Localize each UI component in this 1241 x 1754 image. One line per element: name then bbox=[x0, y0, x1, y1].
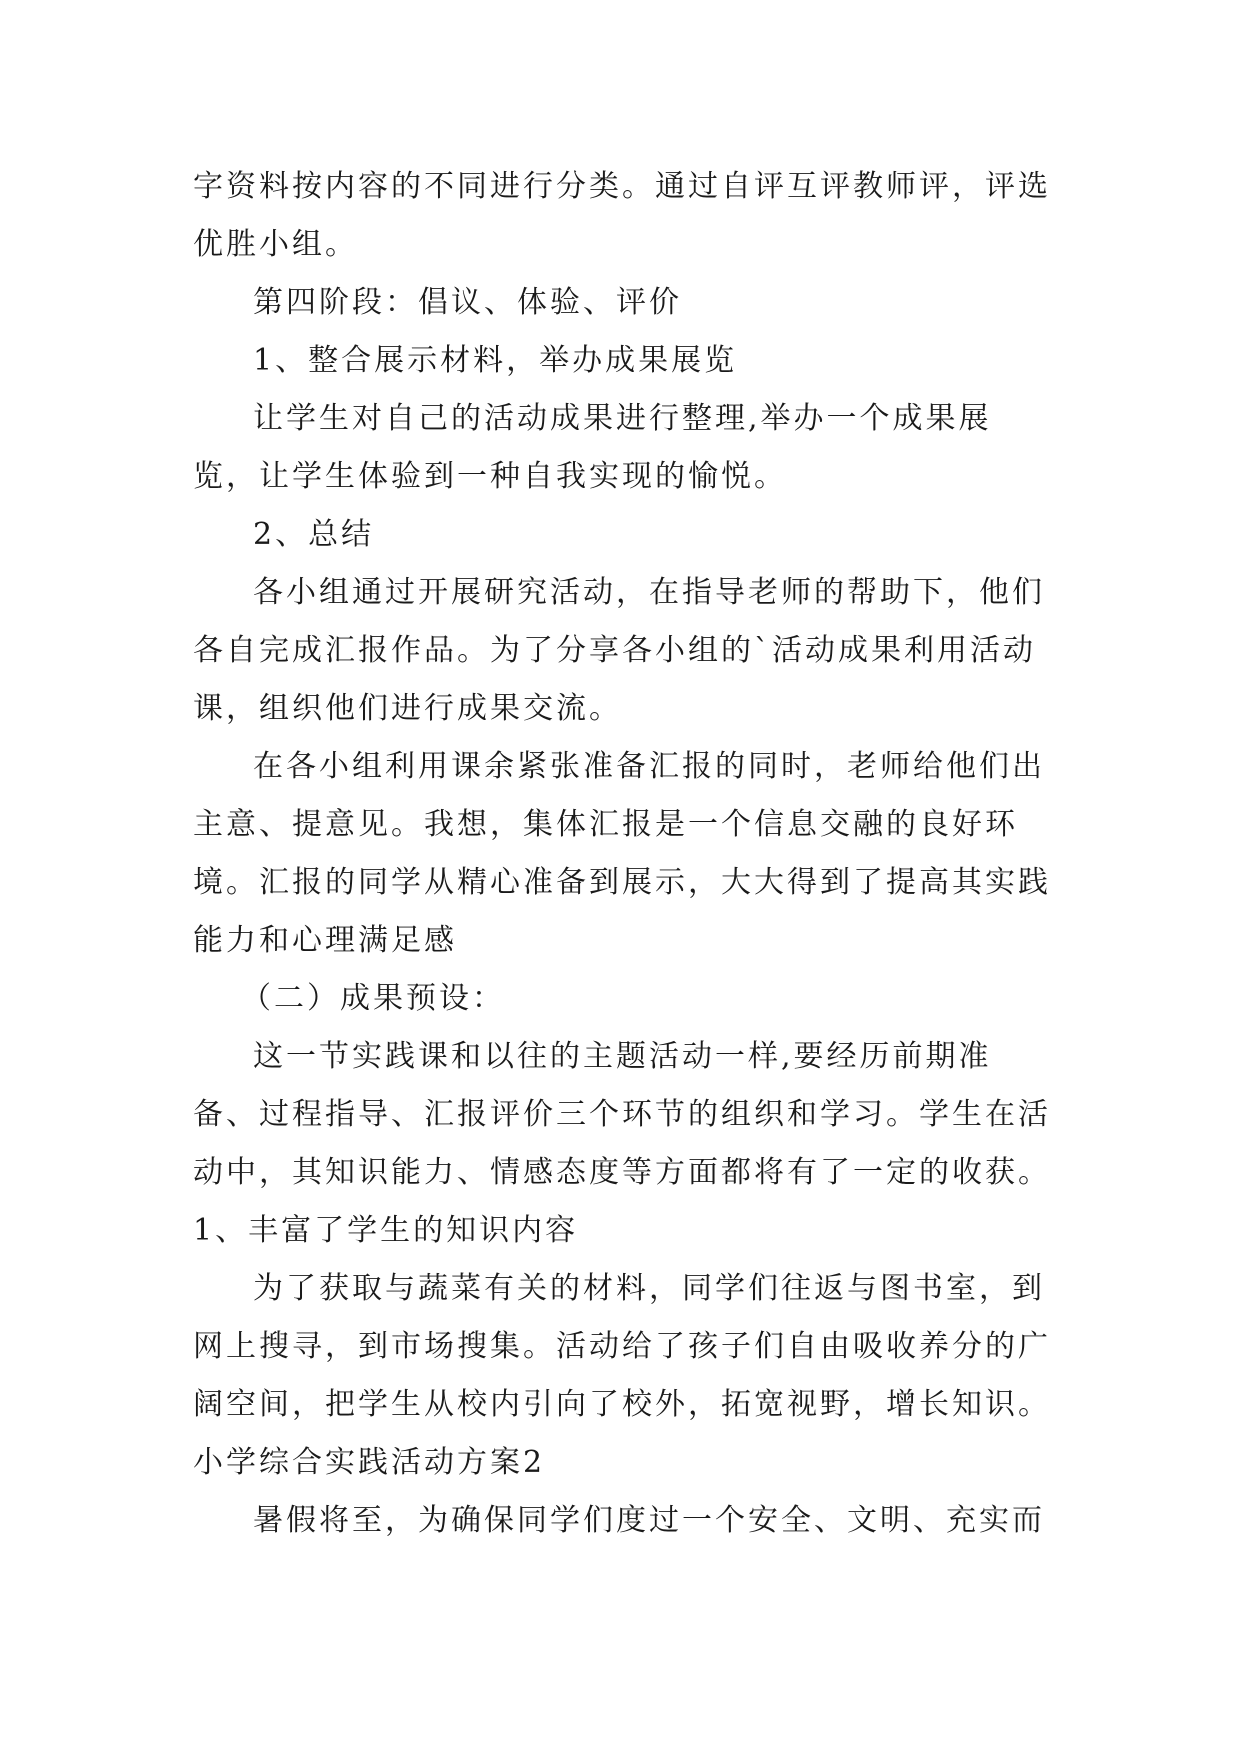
paragraph-classification: 字资料按内容的不同进行分类。通过自评互评教师评，评选优胜小组。 bbox=[193, 169, 1051, 262]
heading-stage-four: 第四阶段：倡议、体验、评价 bbox=[253, 285, 682, 320]
document-body bbox=[193, 158, 1053, 1550]
subheading-exhibition: 1、整合展示材料，举办成果展览 bbox=[253, 343, 738, 378]
paragraph-expected-results: 这一节实践课和以往的主题活动一样,要经历前期准备、过程指导、汇报评价三个环节的组织和学习。学生在活动中，其知识能力、情感态度等方面都将有了一定的收获。1、丰富了学生的知识内容 bbox=[193, 1039, 1051, 1248]
heading-expected-results: （二）成果预设： bbox=[241, 981, 505, 1016]
subheading-summary: 2、总结 bbox=[253, 517, 375, 552]
paragraph-report: 在各小组利用课余紧张准备汇报的同时，老师给他们出主意、提意见。我想，集体汇报是一个信息交融的良好环境。汇报的同学从精心准备到展示，大大得到了提高其实践能力和心理满足感 bbox=[193, 749, 1051, 958]
paragraph-exhibition: 让学生对自己的活动成果进行整理,举办一个成果展览，让学生体验到一种自我实现的愉悦。 bbox=[193, 401, 992, 494]
section-title-plan-2: 小学综合实践活动方案2 bbox=[193, 1445, 546, 1480]
paragraph-summer-vacation: 暑假将至，为确保同学们度过一个安全、文明、充实而 bbox=[253, 1503, 1045, 1538]
paragraph-summary: 各小组通过开展研究活动，在指导老师的帮助下，他们各自完成汇报作品。为了分享各小组的`活动成果利用活动课，组织他们进行成果交流。 bbox=[193, 575, 1045, 726]
paragraph-materials: 为了获取与蔬菜有关的材料，同学们往返与图书室，到网上搜寻，到市场搜集。活动给了孩子们自由吸收养分的广阔空间，把学生从校内引向了校外，拓宽视野，增长知识。 bbox=[193, 1271, 1051, 1422]
